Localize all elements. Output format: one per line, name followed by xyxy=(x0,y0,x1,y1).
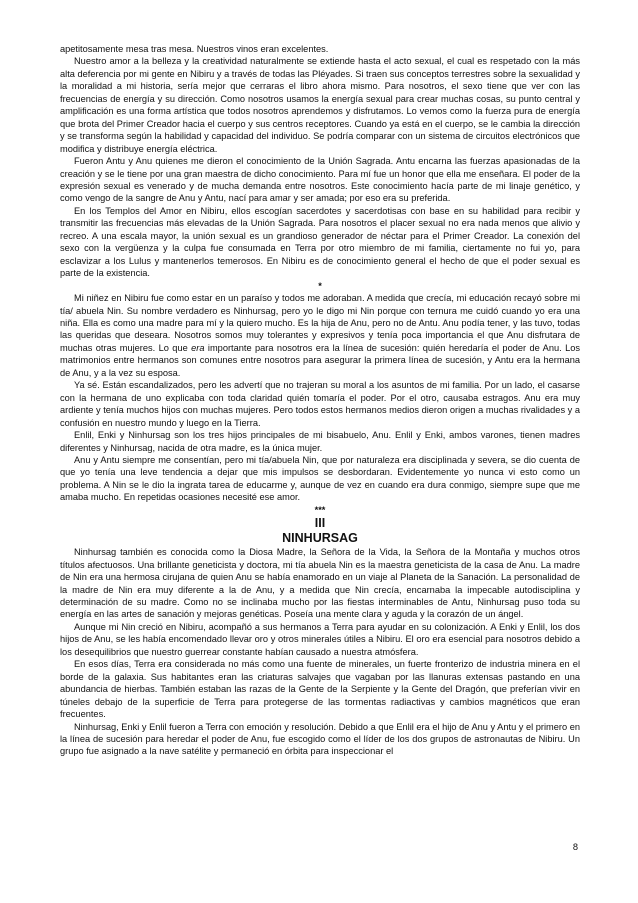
paragraph: Enlil, Enki y Ninhursag son los tres hijos principales de mi bisabuelo, Anu. Enlil y Enki, ambos varones, tienen madres diferentes y Ninhursag, nacida de otra madre, es la única mujer. xyxy=(60,430,580,453)
page-number: 8 xyxy=(572,842,578,852)
paragraph: Anu y Antu siempre me consentían, pero mi tía/abuela Nin, que por naturaleza era disciplinada y severa, se dio cuenta de que yo tenía una leve tendencia a dejar que mis impulsos se desbordaran. Evidentemente yo nunca vi esto como un problema. A Nin se le dio la ingrata tarea de educarme y, aunque de vez en cuando era dura conmigo, siempre supe que me amaba mucho. En repetidas ocasiones necesité ese amor. xyxy=(60,454,580,503)
paragraph: Fueron Antu y Anu quienes me dieron el conocimiento de la Unión Sagrada. Antu encarna las fuerzas apasionadas de la creación y se le tiene por una gran maestra de dicho conocimiento. Para mí fue un honor que ella me enseñara. El poder de la expresión sexual es venerado y de mucha demanda entre nosotros. Este conocimiento hacía parte de mi linaje genético, y como vengo de la sangre de Anu y Antu, nací para amar y ser amada; por eso era su preferida. xyxy=(60,156,580,204)
paragraph: En los Templos del Amor en Nibiru, ellos escogían sacerdotes y sacerdotisas con base en su habilidad para recibir y transmitir las frecuencias más elevadas de la Unión Sagrada. Para nosotros el placer sexual no era nada menos que alivio y recreo. A una escala mayor, la unión sexual es un grandioso generador de néctar para el Primer Creador. La conexión del sexo con la vergüenza y la culpa fue consumada en Terra por otro miembro de mi familia, ciertamente no fui yo, para esclavizar a los Lulus y mantenerlos temerosos. En Nibiru es de conocimiento general el hecho de que el poder sexual es parte de la existencia. xyxy=(60,205,580,279)
document-body xyxy=(60,43,580,758)
text-run: importante para nosotros era la línea de sucesión: quién heredaría el poder de Anu. Los matrimonios entre hermanos son comunes entre nosotros para asegurar la primera línea de sucesión, y Antu era la hermana de Anu, y a la vez su esposa. xyxy=(60,342,580,378)
chapter-number: III xyxy=(314,516,326,531)
text-run: Mi niñez en Nibiru fue como estar en un paraíso y todos me adoraban. A medida que crecía, mi educación recayó sobre mi tía/ abuela Nin. Su nombre verdadero es Ninhursag, pero yo le digo mi Nin porque con ternura me cuidó cuando yo era una niña. Ella es como una madre para mí y la quiero mucho. Es la hija de Anu, pero no de Antu. Anu podía tener, y las tuvo, todas las queridas que deseara. Nosotros somos muy tolerantes y expresivos y tenía poca importancia el que Anu disfrutara de muchas otras mujeres. Lo que xyxy=(60,293,580,353)
chapter-title: NINHURSAG xyxy=(282,531,358,546)
paragraph xyxy=(60,292,580,379)
paragraph: apetitosamente mesa tras mesa. Nuestros vinos eran excelentes. xyxy=(60,44,329,54)
paragraph: Ninhursag, Enki y Enlil fueron a Terra con emoción y resolución. Debido a que Enlil era el hijo de Anu y Antu y el primero en la línea de sucesión para heredar el poder de Anu, fue escogido como el líder de los dos grupos de astronautas de Nibiru. Un grupo fue asignado a la nave satélite y permaneció en órbita para inspeccionar el xyxy=(60,721,580,757)
paragraph: Ninhursag también es conocida como la Diosa Madre, la Señora de la Vida, la Señora de la Montaña y muchos otros títulos afectuosos. Una brillante geneticista y doctora, mi tía abuela Nin es la maestra geneticista de la casa de Anu. La madre de Nin era una hermosa cirujana de quien Anu se había enamorado en un viaje al Planeta de la Sanación. La personalidad de la madre de Nin era muy diferente a la de Anu, y a medida que Nin crecía, encarnaba la impecable autodisciplina y determinación de su madre. Como no se inclinaba mucho por las fiestas interminables de Antu, Ninhursag puso toda su energía en las artes de sanación y mejoras genéticas. Poseía una mente clara y aguda y la corazón de un ángel. xyxy=(60,547,580,620)
section-separator: * xyxy=(318,280,322,291)
paragraph: Ya sé. Están escandalizados, pero les advertí que no trajeran su moral a los asuntos de mi familia. Por un lado, el casarse con la hermana de uno explicaba con toda claridad quién tomaría el poder. Por el otro, causaba estragos. Anu era muy ardiente y tenía muchos hijos con muchas mujeres. Pero todos estos hermanos medios dieron origen a muchas rivalidades y a confusión en nuestro mundo y luego en la Tierra. xyxy=(60,380,580,428)
emphasis-text: era xyxy=(191,342,205,353)
paragraph: En esos días, Terra era considerada no más como una fuente de minerales, un fuerte fronterizo de industria minera en el borde de la galaxia. Sus habitantes eran las criaturas salvajes que vagaban por las llanuras extensas pastando en una abundancia de hierbas. También estaban las razas de la Gente de la Serpiente y la Gente del Dragón, que preferían vivir en túneles debajo de la superficie de Terra para protegerse de las tormentas radiactivas y cambios magnéticos que eran frecuentes. xyxy=(60,659,580,720)
paragraph: Nuestro amor a la belleza y la creatividad naturalmente se extiende hasta el acto sexual, el cual es respetado con la más alta deferencia por mi gente en Nibiru y a través de todas las Pléyades. Si traen sus conceptos terrestres sobre la sexualidad y la moralidad a mi historia, sería mejor que cerraras el libro ahora mismo. Para nosotros, el sexo tiene que ver con las frecuencias de energía y su dirección. Como nosotros usamos la energía sexual para crear muchas cosas, su punto central y amplificación es una forma artística que todos nosotros aprendemos y disfrutamos. Lo vemos como la fuerza pura de energía que brota del Primer Creador hacia el cuerpo y sus centros receptores. Cuando ya está en el cuerpo, se le cambia la dirección y se transforma según la habilidad y capacidad del individuo. Se podría comparar con un sistema de circuitos electrónicos que modifica y distribuye energía eléctrica. xyxy=(60,56,580,154)
section-separator: *** xyxy=(314,504,326,515)
paragraph: Aunque mi Nin creció en Nibiru, acompañó a sus hermanos a Terra para ayudar en su colonización. A Enki y Enlil, los dos hijos de Anu, se les había encomendado llevar oro y otros minerales útiles a Nibiru. El oro era esencial para nosotros debido a los desequilibrios que nuestro guerrear constante habían causado a nuestra atmósfera. xyxy=(60,621,580,657)
